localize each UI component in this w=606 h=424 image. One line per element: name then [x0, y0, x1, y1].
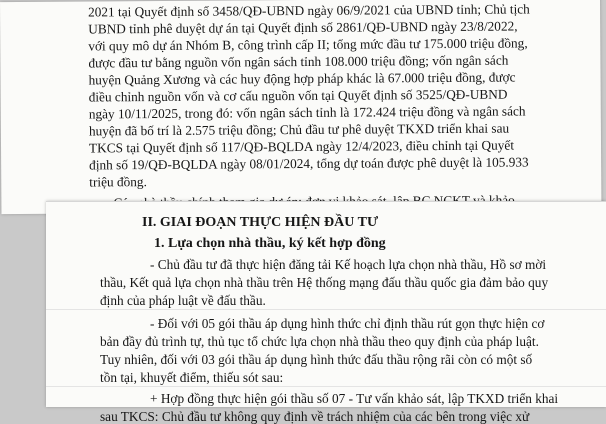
- document-page-bottom: [46, 201, 606, 424]
- text-line: huyện đã bố trí là 2.575 triệu đồng; Chủ đầu tư phê duyệt TKXD triển khai sau: [88, 120, 510, 139]
- text-line: được đầu tư bằng nguồn vốn ngân sách tỉnh 108.000 triệu đồng; vốn ngân sách: [88, 52, 509, 71]
- text-line: - Đối với 05 gói thầu áp dụng hình thức chỉ định thầu rút gọn thực hiện cơ: [150, 316, 545, 331]
- text-line: tồn tại, khuyết điểm, thiếu sót sau:: [100, 370, 284, 385]
- text-line: sau TKCS: Chủ đầu tư không quy định về trách nhiệm của các bên trong việc xử: [100, 409, 530, 424]
- text-line: bản đầy đủ trình tự, thủ tục tổ chức lựa chọn nhà thầu theo quy định của pháp luật.: [100, 334, 539, 349]
- divider: [46, 386, 606, 387]
- subsection-title: 1. Lựa chọn nhà thầu, ký kết hợp đồng: [154, 236, 386, 251]
- text-line: - Chủ đầu tư đã thực hiện đăng tải Kế hoạch lựa chọn nhà thầu, Hồ sơ mời: [150, 257, 547, 272]
- text-line: thầu, Kết quả lựa chọn nhà thầu trên Hệ thống mạng đấu thầu quốc gia đảm bảo quy: [100, 275, 549, 290]
- divider: [46, 309, 606, 310]
- text-line: + Hợp đồng thực hiện gói thầu số 07 - Tư vấn khảo sát, lập TKXD triển khai: [150, 391, 559, 406]
- section-title: II. GIAI ĐOẠN THỰC HIỆN ĐẦU TƯ: [142, 215, 379, 230]
- text-line: ngày 10/11/2025, trong đó: vốn ngân sách tỉnh là 172.424 triệu đồng và ngân sách: [88, 103, 526, 122]
- text-line: UBND tỉnh phê duyệt dự án tại Quyết định số 2861/QĐ-UBND ngày 23/8/2022,: [88, 18, 518, 37]
- text-line: huyện Quảng Xương và các huy động hợp pháp khác là 67.000 triệu đồng, được: [88, 69, 516, 88]
- text-line: điều chỉnh nguồn vốn và cơ cấu nguồn vốn tại Quyết định số 3525/QĐ-UBND: [88, 86, 508, 105]
- text-line: Tuy nhiên, đối với 03 gói thầu áp dụng hình thức đấu thầu rộng rãi còn có một số: [100, 352, 533, 367]
- text-line: TKCS tại Quyết định số 117/QĐ-BQLDA ngày 12/4/2023, điều chỉnh tại Quyết: [88, 137, 515, 156]
- text-line: với quy mô dự án Nhóm B, công trình cấp II; tổng mức đầu tư 175.000 triệu đồng,: [88, 35, 528, 54]
- text-line: triệu đồng.: [89, 174, 147, 190]
- text-line: định của pháp luật về đấu thầu.: [100, 293, 266, 308]
- text-line: định số 19/QĐ-BQLDA ngày 08/01/2024, tổng dự toán được phê duyệt là 105.933: [89, 154, 529, 173]
- text-line: 2021 tại Quyết định số 3458/QĐ-UBND ngày 06/9/2021 của UBND tỉnh; Chủ tịch: [88, 1, 530, 20]
